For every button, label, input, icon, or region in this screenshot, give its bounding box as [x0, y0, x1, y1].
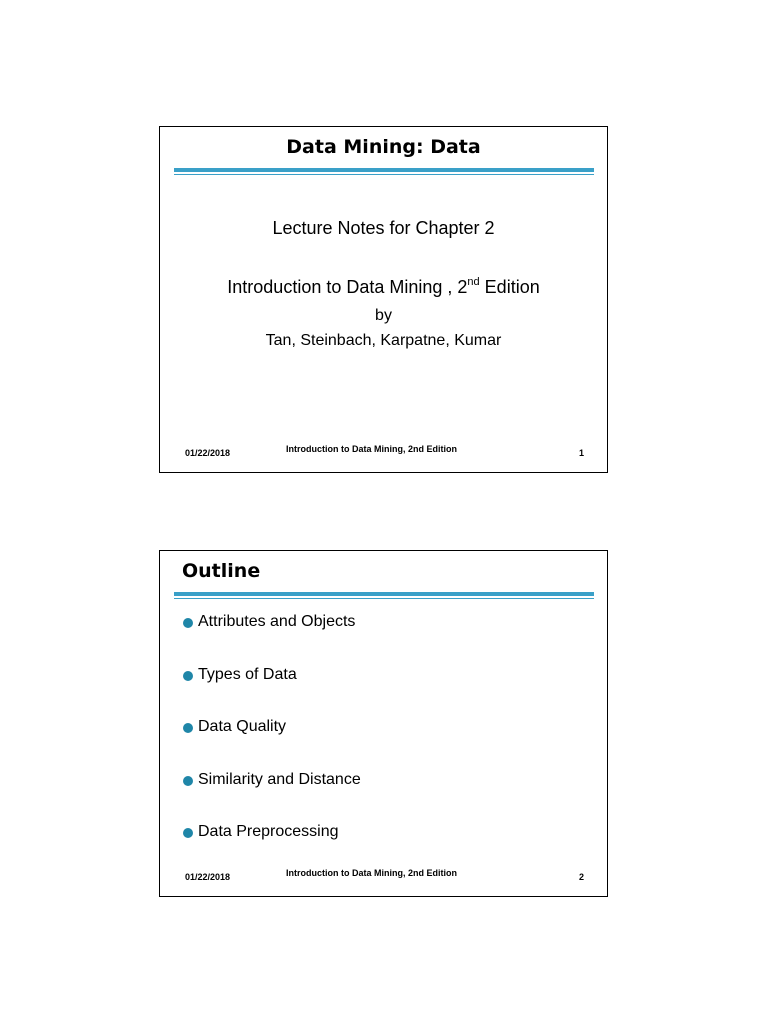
slide-1 — [159, 126, 608, 473]
bullet-dot-icon — [183, 671, 193, 681]
outline-list — [182, 612, 361, 875]
list-item — [182, 665, 361, 718]
lecture-subtitle: Lecture Notes for Chapter 2 — [272, 218, 495, 238]
title-rule — [174, 168, 594, 175]
bullet-text: Similarity and Distance — [198, 770, 361, 788]
book-title-superscript: nd — [467, 276, 480, 288]
footer-course: Introduction to Data Mining, 2nd Edition — [286, 868, 457, 878]
bullet-dot-icon — [183, 618, 193, 628]
bullet-dot-icon — [183, 776, 193, 786]
title-rule — [174, 592, 594, 599]
list-item — [182, 612, 361, 665]
bullet-dot-icon — [183, 723, 193, 733]
bullet-text: Attributes and Objects — [198, 613, 356, 630]
bullet-dot-icon — [183, 828, 193, 838]
footer-page-number: 2 — [578, 872, 584, 882]
list-item — [182, 770, 361, 823]
book-title-end: Edition — [479, 277, 540, 297]
slide-footer — [160, 866, 607, 896]
book-title-main: Introduction to Data Mining , 2 — [227, 277, 468, 297]
slide-2 — [159, 550, 608, 897]
footer-page-number: 1 — [578, 448, 584, 458]
by-line: by — [375, 307, 392, 324]
footer-date: 01/22/2018 — [185, 448, 231, 458]
footer-course: Introduction to Data Mining, 2nd Edition — [286, 444, 457, 454]
list-item — [182, 717, 361, 770]
bullet-text: Data Quality — [198, 718, 287, 735]
book-title — [160, 277, 607, 298]
slide-title: Outline — [182, 560, 261, 582]
slide-footer — [160, 442, 607, 472]
footer-date: 01/22/2018 — [185, 872, 231, 882]
bullet-text: Data Preprocessing — [198, 823, 339, 840]
authors: Tan, Steinbach, Karpatne, Kumar — [265, 332, 502, 349]
slide-title: Data Mining: Data — [286, 136, 481, 158]
bullet-text: Types of Data — [198, 665, 297, 683]
